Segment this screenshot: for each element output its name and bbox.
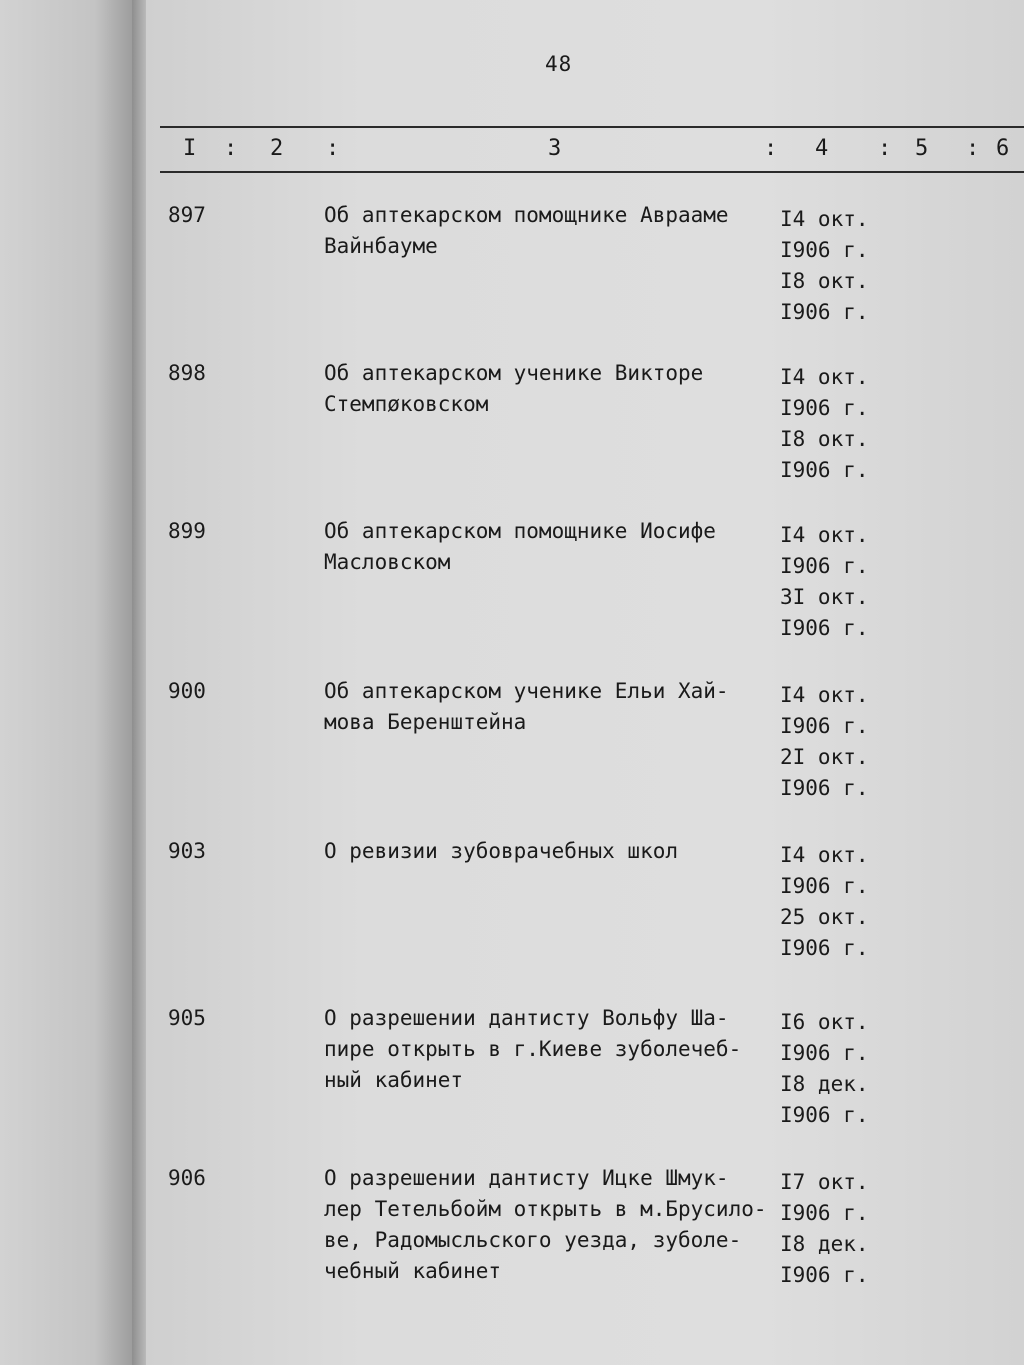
end-year: I906 г. <box>780 458 869 482</box>
entry-dates <box>780 204 869 328</box>
book-spine <box>132 0 146 1365</box>
end-year: I906 г. <box>780 300 869 324</box>
entry-number: 900 <box>168 679 206 703</box>
end-date: 25 окт. <box>780 905 869 929</box>
end-date: I8 дек. <box>780 1072 869 1096</box>
start-date: I7 окт. <box>780 1170 869 1194</box>
column-separator: : <box>966 136 980 161</box>
end-year: I906 г. <box>780 616 869 640</box>
end-date: I8 окт. <box>780 427 869 451</box>
entry-number: 898 <box>168 361 206 385</box>
start-date: I6 окт. <box>780 1010 869 1034</box>
start-date: I4 окт. <box>780 683 869 707</box>
end-date: 3I окт. <box>780 585 869 609</box>
entry-title: Об аптекарском помощнике Аврааме Вайнбауме <box>324 203 729 258</box>
end-date: 2I окт. <box>780 745 869 769</box>
entry-dates <box>780 680 869 804</box>
end-date: I8 окт. <box>780 269 869 293</box>
entry-title: Об аптекарском помощнике Иосифе Масловском <box>324 519 716 574</box>
entry-dates <box>780 1167 869 1291</box>
start-date: I4 окт. <box>780 207 869 231</box>
start-date: I4 окт. <box>780 365 869 389</box>
entry-dates <box>780 362 869 486</box>
entry-number: 897 <box>168 203 206 227</box>
left-page-edge <box>0 0 135 1365</box>
column-3-label: 3 <box>548 136 562 161</box>
column-5-label: 5 <box>915 136 929 161</box>
entry-number: 905 <box>168 1006 206 1030</box>
header-bottom-rule <box>160 171 1024 173</box>
column-separator: : <box>326 136 340 161</box>
column-separator: : <box>878 136 892 161</box>
start-date: I4 окт. <box>780 523 869 547</box>
end-date: I8 дек. <box>780 1232 869 1256</box>
entry-title: О разрешении дантисту Вольфу Ша- пире открыть в г.Киеве зуболечеб- ный кабинет <box>324 1006 742 1092</box>
entry-title: О ревизии зубоврачебных школ <box>324 839 679 863</box>
column-separator: : <box>224 136 238 161</box>
end-year: I906 г. <box>780 776 869 800</box>
column-2-label: 2 <box>270 136 284 161</box>
header-top-rule <box>160 126 1024 128</box>
start-year: I906 г. <box>780 874 869 898</box>
entry-title: О разрешении дантисту Ицке Шмук- лер Тетельбойм открыть в м.Брусило- ве, Радомысльского уезда, зуболе- чебный кабинет <box>324 1166 767 1283</box>
start-date: I4 окт. <box>780 843 869 867</box>
entry-dates <box>780 1007 869 1131</box>
end-year: I906 г. <box>780 936 869 960</box>
entry-dates <box>780 520 869 644</box>
start-year: I906 г. <box>780 238 869 262</box>
column-1-label: I <box>183 136 197 161</box>
start-year: I906 г. <box>780 714 869 738</box>
start-year: I906 г. <box>780 1041 869 1065</box>
start-year: I906 г. <box>780 1201 869 1225</box>
entry-number: 903 <box>168 839 206 863</box>
end-year: I906 г. <box>780 1263 869 1287</box>
start-year: I906 г. <box>780 554 869 578</box>
start-year: I906 г. <box>780 396 869 420</box>
column-separator: : <box>764 136 778 161</box>
column-4-label: 4 <box>815 136 829 161</box>
entry-title: Об аптекарском ученике Ельи Хай- мова Беренштейна <box>324 679 729 734</box>
page-number: 48 <box>545 52 573 76</box>
column-6-label: 6 <box>996 136 1010 161</box>
entry-number: 906 <box>168 1166 206 1190</box>
entry-title: Об аптекарском ученике Викторе Стемпøковском <box>324 361 704 416</box>
entry-dates <box>780 840 869 964</box>
end-year: I906 г. <box>780 1103 869 1127</box>
entry-number: 899 <box>168 519 206 543</box>
